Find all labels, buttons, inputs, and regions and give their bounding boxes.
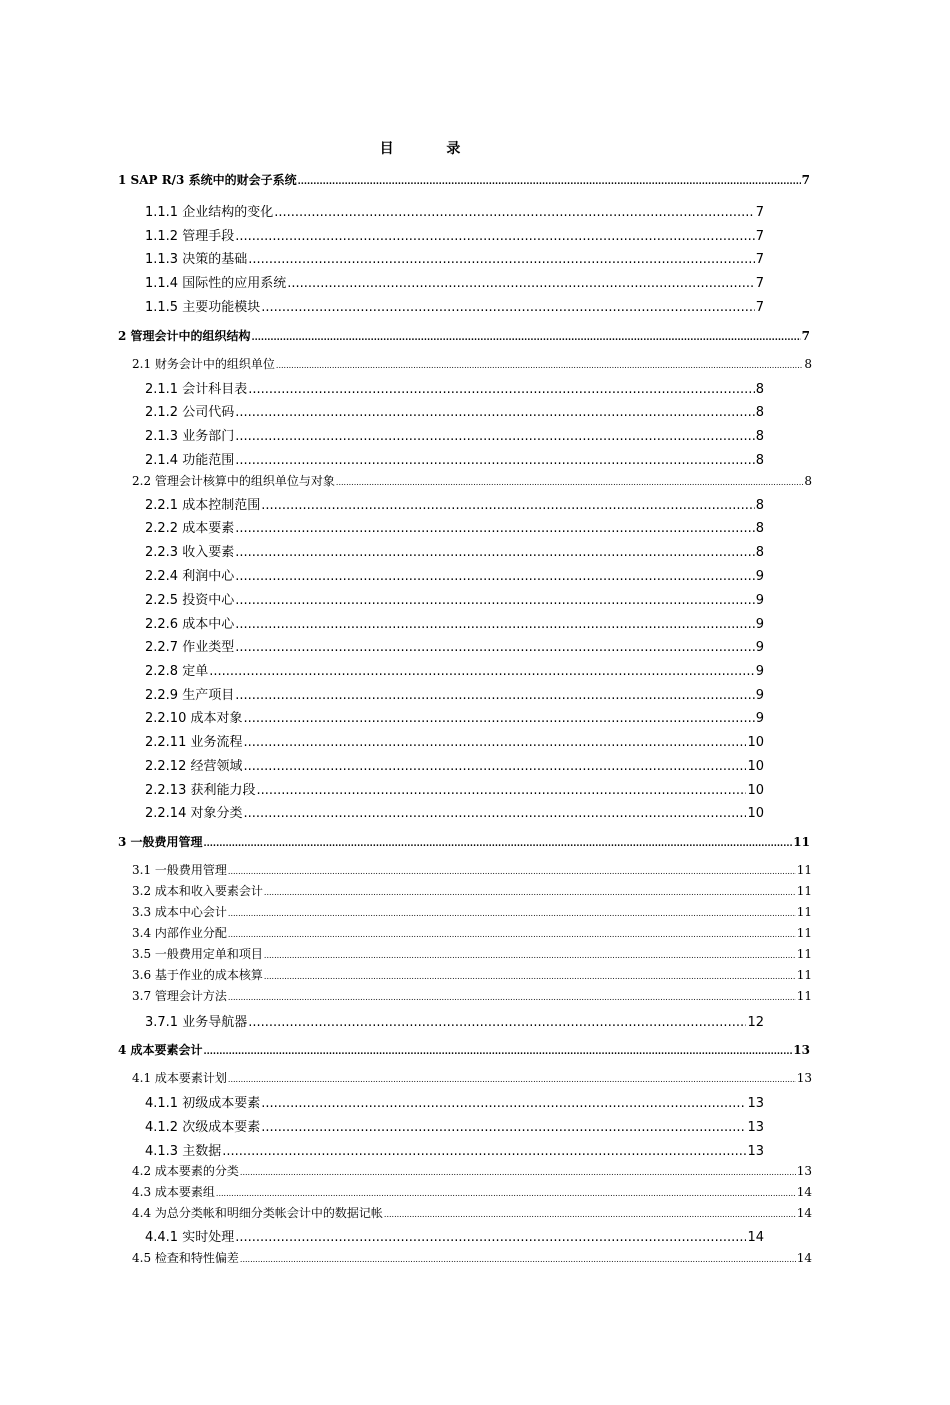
toc-entry-label: 4 成本要素会计 bbox=[118, 1043, 203, 1057]
toc-page-number: 7 bbox=[755, 276, 764, 291]
toc-leader-dots bbox=[235, 593, 755, 608]
toc-page-number: 11 bbox=[796, 926, 812, 940]
toc-leader-dots bbox=[216, 1185, 796, 1199]
toc-entry-label: 2.2.10 成本对象 bbox=[145, 711, 243, 726]
toc-entry-level-2[interactable] bbox=[145, 589, 764, 608]
toc-entry-label: 2.2.13 获利能力段 bbox=[145, 783, 256, 798]
toc-leader-dots bbox=[252, 329, 801, 343]
toc-entry-level-1[interactable] bbox=[132, 472, 812, 489]
toc-leader-dots bbox=[243, 735, 746, 750]
toc-entry-label: 2.2.12 经营领域 bbox=[145, 759, 243, 774]
toc-entry-label: 2.2.9 生产项目 bbox=[145, 688, 235, 703]
toc-page-number: 9 bbox=[755, 569, 764, 584]
toc-entry-level-2[interactable] bbox=[145, 613, 764, 632]
toc-entry-level-2[interactable] bbox=[145, 517, 764, 536]
toc-page-number: 10 bbox=[747, 759, 764, 774]
toc-leader-dots bbox=[261, 1096, 746, 1111]
toc-entry-level-2[interactable] bbox=[145, 449, 764, 468]
toc-page-number: 7 bbox=[755, 229, 764, 244]
toc-leader-dots bbox=[235, 1230, 746, 1245]
toc-entry-label: 3.3 成本中心会计 bbox=[132, 905, 227, 919]
toc-page-number: 13 bbox=[747, 1096, 764, 1111]
toc-entry-label: 4.1 成本要素计划 bbox=[132, 1071, 227, 1085]
toc-entry-label: 2.1.4 功能范围 bbox=[145, 453, 235, 468]
toc-leader-dots bbox=[235, 569, 755, 584]
toc-entry-level-1[interactable] bbox=[132, 1249, 812, 1266]
toc-page-number: 11 bbox=[793, 835, 810, 849]
toc-page-number: 10 bbox=[747, 806, 764, 821]
toc-leader-dots bbox=[261, 1120, 746, 1135]
toc-entry-level-2[interactable] bbox=[145, 541, 764, 560]
toc-page-number: 8 bbox=[804, 357, 812, 371]
toc-entry-label: 3.2 成本和收入要素会计 bbox=[132, 884, 263, 898]
toc-page-number: 10 bbox=[747, 783, 764, 798]
toc-entry-label: 2.1 财务会计中的组织单位 bbox=[132, 357, 275, 371]
toc-leader-dots bbox=[264, 947, 796, 961]
toc-leader-dots bbox=[222, 1144, 746, 1159]
toc-entry-level-2[interactable] bbox=[145, 779, 764, 798]
toc-entry-label: 4.1.3 主数据 bbox=[145, 1144, 222, 1159]
toc-leader-dots bbox=[274, 205, 755, 220]
toc-entry-label: 1.1.4 国际性的应用系统 bbox=[145, 276, 287, 291]
toc-page-number: 8 bbox=[755, 521, 764, 536]
toc-leader-dots bbox=[235, 229, 755, 244]
toc-entry-level-1[interactable] bbox=[132, 966, 812, 983]
toc-entry-level-2[interactable] bbox=[145, 248, 764, 267]
toc-page-number: 14 bbox=[796, 1185, 812, 1199]
toc-entry-level-2[interactable] bbox=[145, 1092, 764, 1111]
toc-leader-dots bbox=[336, 474, 803, 488]
toc-leader-dots bbox=[248, 1015, 746, 1030]
toc-leader-dots bbox=[243, 711, 754, 726]
toc-page-number: 8 bbox=[804, 474, 812, 488]
toc-page-number: 7 bbox=[755, 205, 764, 220]
toc-entry-level-1[interactable] bbox=[132, 861, 812, 878]
toc-entry-level-2[interactable] bbox=[145, 731, 764, 750]
toc-leader-dots bbox=[228, 905, 796, 919]
toc-entry-label: 3.7.1 业务导航器 bbox=[145, 1015, 248, 1030]
toc-page-number: 9 bbox=[755, 688, 764, 703]
toc-leader-dots bbox=[204, 1043, 793, 1057]
toc-entry-level-1[interactable] bbox=[132, 987, 812, 1004]
toc-page-number: 9 bbox=[755, 593, 764, 608]
toc-entry-level-2[interactable] bbox=[145, 636, 764, 655]
toc-page-number: 8 bbox=[755, 382, 764, 397]
toc-leader-dots bbox=[287, 276, 755, 291]
toc-entry-level-1[interactable] bbox=[132, 924, 812, 941]
toc-entry-level-2[interactable] bbox=[145, 707, 764, 726]
toc-page-number: 9 bbox=[755, 711, 764, 726]
toc-leader-dots bbox=[209, 664, 755, 679]
toc-entry-label: 4.1.1 初级成本要素 bbox=[145, 1096, 261, 1111]
toc-entry-level-2[interactable] bbox=[145, 1116, 764, 1135]
toc-leader-dots bbox=[228, 1071, 796, 1085]
toc-leader-dots bbox=[235, 521, 755, 536]
toc-page-number: 9 bbox=[755, 617, 764, 632]
toc-leader-dots bbox=[298, 173, 801, 187]
toc-page-number: 10 bbox=[747, 735, 764, 750]
toc-entry-level-0[interactable] bbox=[118, 1041, 810, 1058]
toc-entry-level-0[interactable] bbox=[118, 833, 810, 850]
toc-leader-dots bbox=[235, 453, 755, 468]
toc-entry-label: 3.1 一般费用管理 bbox=[132, 863, 227, 877]
toc-page-number: 12 bbox=[747, 1015, 764, 1030]
toc-page-number: 14 bbox=[747, 1230, 764, 1245]
toc-leader-dots bbox=[240, 1251, 796, 1265]
toc-entry-label: 4.4 为总分类帐和明细分类帐会计中的数据记帐 bbox=[132, 1206, 383, 1220]
toc-page-number: 8 bbox=[755, 498, 764, 513]
toc-page-number: 13 bbox=[796, 1071, 812, 1085]
toc-entry-label: 2.2.6 成本中心 bbox=[145, 617, 235, 632]
toc-entry-label: 2.2.14 对象分类 bbox=[145, 806, 243, 821]
toc-leader-dots bbox=[240, 1164, 796, 1178]
toc-page-number: 11 bbox=[796, 968, 812, 982]
toc-entry-level-1[interactable] bbox=[132, 1183, 812, 1200]
toc-entry-label: 1 SAP R/3 系统中的财会子系统 bbox=[118, 173, 297, 187]
toc-entry-label: 2.2 管理会计核算中的组织单位与对象 bbox=[132, 474, 335, 488]
toc-entry-label: 4.5 检查和特性偏差 bbox=[132, 1251, 239, 1265]
toc-page-number: 9 bbox=[755, 664, 764, 679]
toc-entry-level-0[interactable] bbox=[118, 327, 810, 344]
toc-entry-label: 4.1.2 次级成本要素 bbox=[145, 1120, 261, 1135]
toc-entry-level-2[interactable] bbox=[145, 378, 764, 397]
toc-entry-label: 3.6 基于作业的成本核算 bbox=[132, 968, 263, 982]
toc-leader-dots bbox=[261, 498, 755, 513]
toc-entry-label: 1.1.3 决策的基础 bbox=[145, 252, 248, 267]
toc-entry-label: 2.2.8 定单 bbox=[145, 664, 209, 679]
toc-page-number: 14 bbox=[796, 1206, 812, 1220]
toc-entry-level-2[interactable] bbox=[145, 755, 764, 774]
toc-entry-label: 1.1.5 主要功能模块 bbox=[145, 300, 261, 315]
toc-entry-label: 2.2.3 收入要素 bbox=[145, 545, 235, 560]
toc-page-number: 7 bbox=[801, 329, 810, 343]
toc-entry-level-1[interactable] bbox=[132, 355, 812, 372]
toc-leader-dots bbox=[235, 545, 755, 560]
toc-entry-level-1[interactable] bbox=[132, 882, 812, 899]
toc-entry-level-2[interactable] bbox=[145, 1011, 764, 1030]
toc-entry-level-1[interactable] bbox=[132, 903, 812, 920]
toc-entry-label: 2.1.2 公司代码 bbox=[145, 405, 235, 420]
toc-page-number: 7 bbox=[755, 252, 764, 267]
toc-page-number: 11 bbox=[796, 905, 812, 919]
toc-entry-level-2[interactable] bbox=[145, 802, 764, 821]
toc-page-number: 8 bbox=[755, 453, 764, 468]
toc-leader-dots bbox=[235, 405, 755, 420]
toc-entry-label: 2.2.4 利润中心 bbox=[145, 569, 235, 584]
toc-page-number: 8 bbox=[755, 405, 764, 420]
toc-title: 目 录 bbox=[379, 141, 485, 157]
toc-leader-dots bbox=[264, 884, 796, 898]
toc-entry-label: 3.4 内部作业分配 bbox=[132, 926, 227, 940]
toc-leader-dots bbox=[243, 759, 746, 774]
toc-page-number: 7 bbox=[755, 300, 764, 315]
toc-page-number: 13 bbox=[747, 1144, 764, 1159]
toc-page-number: 11 bbox=[796, 863, 812, 877]
toc-entry-label: 1.1.2 管理手段 bbox=[145, 229, 235, 244]
toc-entry-level-2[interactable] bbox=[145, 1140, 764, 1159]
toc-entry-level-2[interactable] bbox=[145, 684, 764, 703]
toc-entry-level-2[interactable] bbox=[145, 296, 764, 315]
toc-page-number: 8 bbox=[755, 545, 764, 560]
toc-entry-level-2[interactable] bbox=[145, 225, 764, 244]
toc-leader-dots bbox=[204, 835, 793, 849]
toc-entry-level-2[interactable] bbox=[145, 201, 764, 220]
toc-page-number: 13 bbox=[793, 1043, 810, 1057]
toc-entry-level-2[interactable] bbox=[145, 494, 764, 513]
toc-leader-dots bbox=[248, 382, 755, 397]
toc-page-number: 11 bbox=[796, 884, 812, 898]
toc-entry-label: 3.5 一般费用定单和项目 bbox=[132, 947, 263, 961]
toc-leader-dots bbox=[228, 863, 796, 877]
toc-leader-dots bbox=[243, 806, 746, 821]
toc-entry-level-1[interactable] bbox=[132, 1204, 812, 1221]
toc-leader-dots bbox=[261, 300, 755, 315]
toc-entry-label: 2 管理会计中的组织结构 bbox=[118, 329, 251, 343]
toc-page-number: 13 bbox=[747, 1120, 764, 1135]
toc-page-number: 9 bbox=[755, 640, 764, 655]
toc-leader-dots bbox=[276, 357, 803, 371]
toc-entry-label: 2.2.7 作业类型 bbox=[145, 640, 235, 655]
toc-entry-label: 2.2.1 成本控制范围 bbox=[145, 498, 261, 513]
toc-leader-dots bbox=[228, 926, 796, 940]
toc-leader-dots bbox=[235, 617, 755, 632]
toc-entry-level-2[interactable] bbox=[145, 660, 764, 679]
toc-entry-level-1[interactable] bbox=[132, 1162, 812, 1179]
toc-entry-label: 2.2.2 成本要素 bbox=[145, 521, 235, 536]
toc-entry-level-1[interactable] bbox=[132, 945, 812, 962]
toc-leader-dots bbox=[235, 688, 755, 703]
toc-entry-level-2[interactable] bbox=[145, 1226, 764, 1245]
toc-page-number: 11 bbox=[796, 989, 812, 1003]
toc-entry-level-2[interactable] bbox=[145, 401, 764, 420]
toc-leader-dots bbox=[235, 640, 755, 655]
toc-entry-label: 3 一般费用管理 bbox=[118, 835, 203, 849]
toc-entry-label: 3.7 管理会计方法 bbox=[132, 989, 227, 1003]
toc-entry-label: 4.2 成本要素的分类 bbox=[132, 1164, 239, 1178]
toc-entry-level-2[interactable] bbox=[145, 272, 764, 291]
toc-entry-label: 2.1.3 业务部门 bbox=[145, 429, 235, 444]
toc-entry-label: 2.1.1 会计科目表 bbox=[145, 382, 248, 397]
toc-entry-label: 4.3 成本要素组 bbox=[132, 1185, 215, 1199]
toc-entry-label: 2.2.11 业务流程 bbox=[145, 735, 243, 750]
toc-entry-label: 1.1.1 企业结构的变化 bbox=[145, 205, 274, 220]
toc-leader-dots bbox=[256, 783, 746, 798]
toc-page-number: 8 bbox=[755, 429, 764, 444]
toc-entry-label: 2.2.5 投资中心 bbox=[145, 593, 235, 608]
toc-entry-level-0[interactable] bbox=[118, 171, 810, 188]
toc-entry-level-2[interactable] bbox=[145, 565, 764, 584]
toc-entry-level-1[interactable] bbox=[132, 1069, 812, 1086]
toc-entry-label: 4.4.1 实时处理 bbox=[145, 1230, 235, 1245]
toc-page-number: 7 bbox=[801, 173, 810, 187]
toc-leader-dots bbox=[248, 252, 755, 267]
toc-page-number: 13 bbox=[796, 1164, 812, 1178]
toc-leader-dots bbox=[235, 429, 755, 444]
toc-entry-level-2[interactable] bbox=[145, 425, 764, 444]
toc-leader-dots bbox=[228, 989, 796, 1003]
toc-leader-dots bbox=[384, 1206, 796, 1220]
toc-page-number: 14 bbox=[796, 1251, 812, 1265]
toc-leader-dots bbox=[264, 968, 796, 982]
toc-page-number: 11 bbox=[796, 947, 812, 961]
